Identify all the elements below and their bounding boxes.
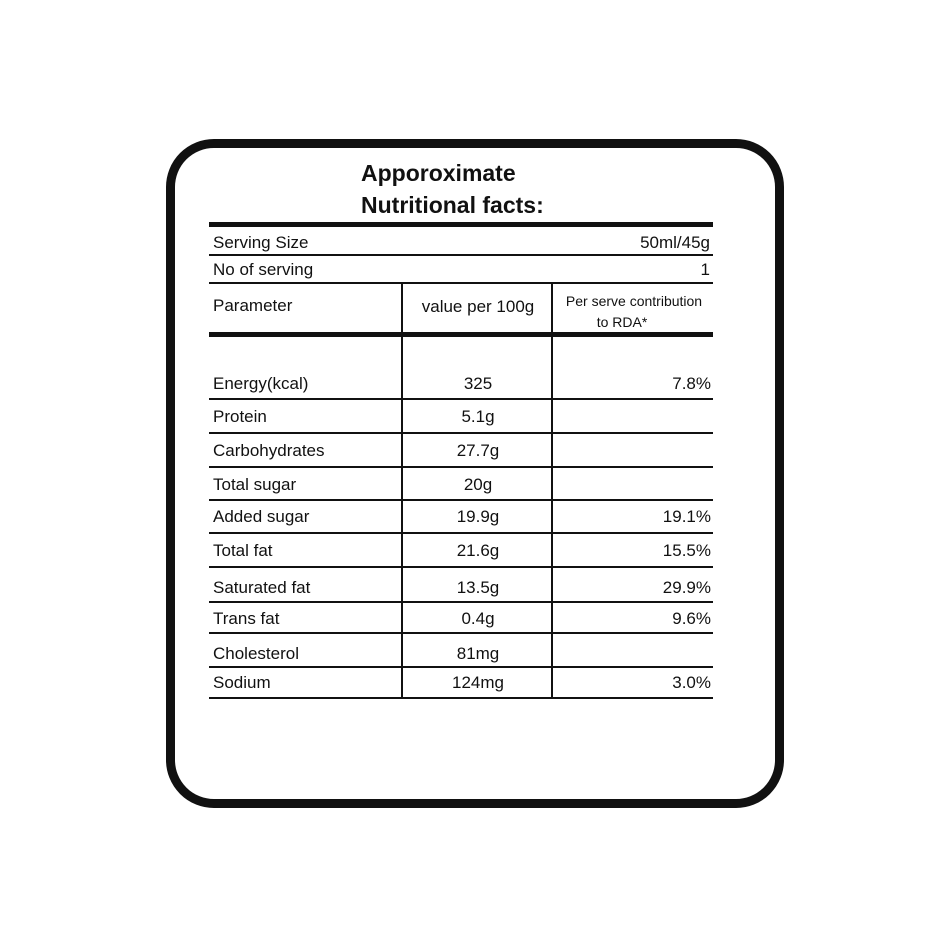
nutrient-value-per-100g: 124mg (452, 673, 504, 692)
column-divider-1 (401, 284, 403, 699)
nutrient-value-per-100g: 20g (463, 475, 493, 494)
nutrient-value-per-100g: 5.1g (461, 407, 495, 426)
nutrient-value-per-100g: 81mg (456, 644, 500, 663)
nutrient-rda: 19.1% (662, 507, 711, 526)
row-divider (209, 398, 713, 400)
row-divider (209, 566, 713, 568)
nutrient-name: Saturated fat (213, 578, 311, 597)
row-divider (209, 601, 713, 603)
nutrient-value-per-100g: 0.4g (461, 609, 495, 628)
servings-count-label: No of serving (213, 260, 314, 279)
nutrient-value-per-100g: 21.6g (456, 541, 500, 560)
header-parameter: Parameter (213, 296, 293, 315)
nutrient-name: Added sugar (213, 507, 310, 526)
row-divider (209, 466, 713, 468)
servings-count-value: 1 (700, 260, 710, 279)
nutrient-name: Total sugar (213, 475, 297, 494)
servings-divider (209, 282, 713, 284)
nutrient-value-per-100g: 13.5g (456, 578, 500, 597)
top-thick-rule (209, 222, 713, 227)
header-rda-line-1: Per serve contribution (565, 293, 703, 309)
nutrient-name: Sodium (213, 673, 271, 692)
serving-size-label: Serving Size (213, 233, 309, 252)
row-divider (209, 532, 713, 534)
nutrition-title (361, 157, 621, 221)
nutrient-rda: 9.6% (672, 609, 711, 628)
nutrient-rda: 3.0% (672, 673, 711, 692)
row-divider (209, 666, 713, 668)
nutrient-name: Total fat (213, 541, 273, 560)
row-divider (209, 632, 713, 634)
nutrient-value-per-100g: 19.9g (456, 507, 500, 526)
row-divider (209, 432, 713, 434)
serving-size-value: 50ml/45g (640, 233, 710, 252)
nutrient-name: Trans fat (213, 609, 280, 628)
title-line-2: Nutritional facts: (361, 192, 544, 218)
row-divider (209, 499, 713, 501)
nutrient-rda: 7.8% (672, 374, 711, 393)
nutrient-name: Protein (213, 407, 267, 426)
nutrient-name: Energy(kcal) (213, 374, 309, 393)
nutrient-name: Carbohydrates (213, 441, 325, 460)
header-thick-rule (209, 332, 713, 337)
nutrient-rda: 29.9% (662, 578, 711, 597)
nutrient-rda: 15.5% (662, 541, 711, 560)
header-rda-line-2: to RDA* (596, 314, 648, 330)
header-value-per-100g: value per 100g (421, 297, 535, 316)
nutrient-value-per-100g: 27.7g (456, 441, 500, 460)
nutrient-name: Cholesterol (213, 644, 299, 663)
serving-divider (209, 254, 713, 256)
title-line-1: Apporoximate (361, 160, 516, 186)
nutrient-value-per-100g: 325 (463, 374, 493, 393)
row-divider (209, 697, 713, 699)
